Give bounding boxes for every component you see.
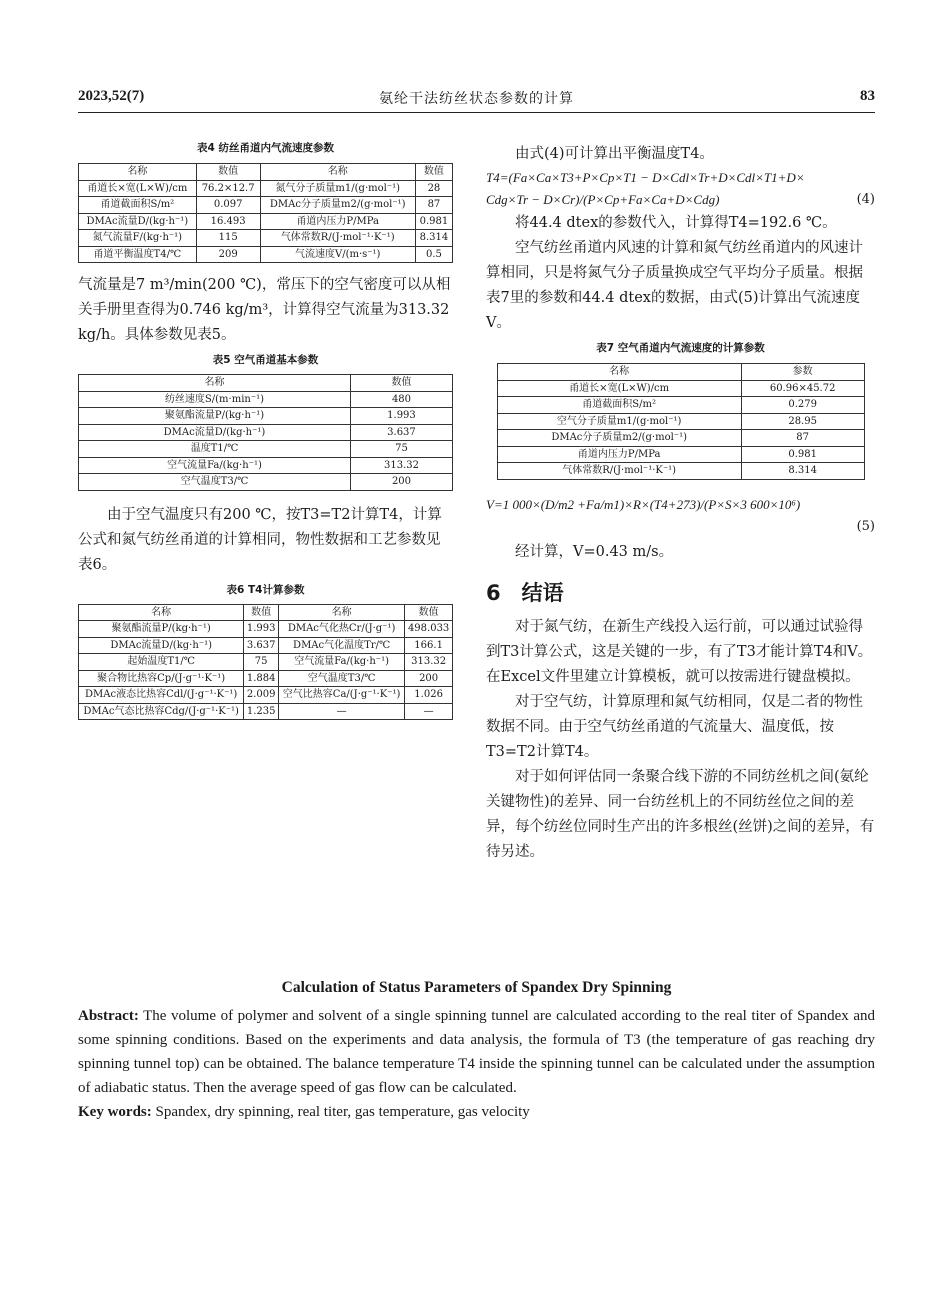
table-row bbox=[79, 621, 453, 638]
table4-cell: 0.981 bbox=[415, 213, 452, 230]
table7-body bbox=[497, 364, 864, 480]
table5-cell: 纺丝速度S/(m·min⁻¹) bbox=[79, 391, 351, 408]
table-row bbox=[79, 424, 453, 441]
paragraph-air-flow: 气流量是7 m³/min(200 ℃)，常压下的空气密度可以从相关手册里查得为0.746 kg/m³，计算得空气流量为313.32 kg/h。具体参数见表5。 bbox=[78, 277, 451, 343]
table5-cell: 3.637 bbox=[350, 424, 452, 441]
paragraph-air-velocity: 空气纺丝甬道内风速的计算和氮气纺丝甬道内的风速计算相同，只是将氮气分子质量换成空气平均分子质量。根据表7里的参数和44.4 dtex的数据，由式(5)计算出气流速度V。 bbox=[486, 240, 863, 331]
formula-4-line2: Cdg×Tr − D×Cr)/(P×Cp+Fa×Ca+D×Cdg) bbox=[486, 192, 720, 207]
table4-caption: 表4 纺丝甬道内气流速度参数 bbox=[197, 142, 334, 154]
abstract-label: Abstract: bbox=[78, 1008, 139, 1024]
table4-cell: 87 bbox=[415, 197, 452, 214]
table-row bbox=[79, 441, 453, 458]
table6-cell: 498.033 bbox=[405, 621, 453, 638]
table6-body bbox=[79, 604, 453, 720]
table6-cell: 2.009 bbox=[244, 687, 279, 704]
table5-cell: 480 bbox=[350, 391, 452, 408]
table7-cell: 甬道内压力P/MPa bbox=[497, 446, 741, 463]
keywords-label: Key words: bbox=[78, 1104, 152, 1120]
table6 bbox=[78, 604, 453, 721]
table-row bbox=[79, 246, 453, 263]
table-row bbox=[79, 703, 453, 720]
page-number: 83 bbox=[860, 88, 875, 104]
table5-cell: 空气温度T3/℃ bbox=[79, 474, 351, 491]
intro-t4: 由式(4)可计算出平衡温度T4。 bbox=[515, 146, 714, 162]
header-rule bbox=[78, 112, 875, 113]
paragraph-t4-result: 将44.4 dtex的参数代入，计算得T4=192.6 ℃。 bbox=[515, 215, 837, 231]
table-row bbox=[79, 670, 453, 687]
table5-cell: 温度T1/℃ bbox=[79, 441, 351, 458]
paragraph-t4-method: 由于空气温度只有200 ℃，按T3=T2计算T4，计算公式和氮气纺丝甬道的计算相同，物性数据和工艺参数见表6。 bbox=[78, 506, 442, 573]
table6-cell: DMAc流量D/(kg·h⁻¹) bbox=[79, 637, 244, 654]
table-row bbox=[79, 457, 453, 474]
table4-body bbox=[79, 164, 453, 263]
table4-cell: 76.2×12.7 bbox=[196, 180, 260, 197]
table7-header-row bbox=[497, 364, 864, 381]
journal-volume: 2023,52(7) bbox=[78, 88, 145, 104]
table6-header-cell: 名称 bbox=[278, 604, 404, 621]
keywords-text: Spandex, dry spinning, real titer, gas temperature, gas velocity bbox=[155, 1104, 530, 1120]
equation-number-5: (5) bbox=[856, 518, 875, 534]
table5-header-cell: 名称 bbox=[79, 375, 351, 392]
table4-header-cell: 数值 bbox=[415, 164, 452, 181]
table4-cell: 28 bbox=[415, 180, 452, 197]
english-abstract bbox=[78, 976, 875, 1124]
keywords-block bbox=[78, 1100, 875, 1124]
equation-number-4: (4) bbox=[856, 192, 875, 207]
table4-cell: DMAc流量D/(kg·h⁻¹) bbox=[79, 213, 197, 230]
table-row bbox=[79, 213, 453, 230]
table5-cell: 200 bbox=[350, 474, 452, 491]
table6-cell: 1.026 bbox=[405, 687, 453, 704]
abstract-block bbox=[78, 1004, 875, 1100]
table7-cell: 甬道截面积S/m² bbox=[497, 397, 741, 414]
table7-cell: 28.95 bbox=[741, 413, 864, 430]
table6-cell: 3.637 bbox=[244, 637, 279, 654]
table5-header-row bbox=[79, 375, 453, 392]
table6-header-cell: 数值 bbox=[405, 604, 453, 621]
table5-cell: DMAc流量D/(kg·h⁻¹) bbox=[79, 424, 351, 441]
table6-cell: 75 bbox=[244, 654, 279, 671]
abstract-text: The volume of polymer and solvent of a single spinning tunnel are calculated according to the real titer of Spandex and some spinning conditions. Based on the experiments and data analysis, the formula of T3 (the temperature of gas reaching dry spinning tunnel top) can be obtained. The balance temperature T4 inside the spinning tunnel can be calculated under the assumption of adiabatic status. Then the average speed of gas flow can be calculated. bbox=[78, 1008, 875, 1096]
table7-cell: 气体常数R/(J·mol⁻¹·K⁻¹) bbox=[497, 463, 741, 480]
table-row bbox=[79, 654, 453, 671]
left-column bbox=[78, 140, 453, 720]
table5-cell: 75 bbox=[350, 441, 452, 458]
formula-4-line1: T4=(Fa×Ca×T3+P×Cp×T1 − D×Cdl×Tr+D×Cdl×T1+D× bbox=[486, 170, 805, 185]
running-header bbox=[78, 88, 875, 110]
table5-cell: 聚氨酯流量P/(kg·h⁻¹) bbox=[79, 408, 351, 425]
table6-cell: DMAc液态比热容Cdl/(J·g⁻¹·K⁻¹) bbox=[79, 687, 244, 704]
table4-cell: 氮气分子质量m1/(g·mol⁻¹) bbox=[260, 180, 415, 197]
table4-cell: 209 bbox=[196, 246, 260, 263]
paragraph-v-result: 经计算，V=0.43 m/s。 bbox=[515, 543, 674, 560]
table6-cell: 166.1 bbox=[405, 637, 453, 654]
table7 bbox=[497, 363, 865, 480]
table5-cell: 1.993 bbox=[350, 408, 452, 425]
table6-header-cell: 名称 bbox=[79, 604, 244, 621]
table7-cell: DMAc分子质量m2/(g·mol⁻¹) bbox=[497, 430, 741, 447]
table4-header-cell: 名称 bbox=[79, 164, 197, 181]
table-row bbox=[497, 430, 864, 447]
table7-header-cell: 参数 bbox=[741, 364, 864, 381]
table6-cell: DMAc气化温度Tr/℃ bbox=[278, 637, 404, 654]
conclusion-paragraph-1: 对于氮气纺，在新生产线投入运行前，可以通过试验得到T3计算公式，这是关键的一步，有了T3才能计算T4和V。在Excel文件里建立计算模板，就可以按需进行键盘模拟。 bbox=[486, 618, 873, 685]
table5-cell: 313.32 bbox=[350, 457, 452, 474]
table4-header-cell: 数值 bbox=[196, 164, 260, 181]
table-row bbox=[79, 230, 453, 247]
table4-cell: 0.097 bbox=[196, 197, 260, 214]
table6-cell: 聚合物比热容Cp/(J·g⁻¹·K⁻¹) bbox=[79, 670, 244, 687]
conclusion-paragraph-2: 对于空气纺，计算原理和氮气纺相同，仅是二者的物性数据不同。由于空气纺丝甬道的气流量大、温度低，按T3=T2计算T4。 bbox=[486, 693, 863, 760]
table7-cell: 空气分子质量m1/(g·mol⁻¹) bbox=[497, 413, 741, 430]
table-row bbox=[497, 446, 864, 463]
table7-cell: 8.314 bbox=[741, 463, 864, 480]
table-row bbox=[79, 408, 453, 425]
table7-cell: 0.279 bbox=[741, 397, 864, 414]
table7-cell: 0.981 bbox=[741, 446, 864, 463]
table-row bbox=[79, 197, 453, 214]
table-row bbox=[79, 391, 453, 408]
table4-cell: 气体常数R/(J·mol⁻¹·K⁻¹) bbox=[260, 230, 415, 247]
table4-cell: 115 bbox=[196, 230, 260, 247]
table-row bbox=[79, 637, 453, 654]
table4 bbox=[78, 163, 453, 263]
table6-cell: 1.235 bbox=[244, 703, 279, 720]
table6-cell: 起始温度T1/℃ bbox=[79, 654, 244, 671]
table6-cell: 200 bbox=[405, 670, 453, 687]
table4-cell: 甬道内压力P/MPa bbox=[260, 213, 415, 230]
table5-caption: 表5 空气甬道基本参数 bbox=[212, 354, 319, 366]
table4-header-cell: 名称 bbox=[260, 164, 415, 181]
english-title: Calculation of Status Parameters of Spandex Dry Spinning bbox=[281, 979, 672, 996]
table6-cell: 空气比热容Ca/(J·g⁻¹·K⁻¹) bbox=[278, 687, 404, 704]
table4-cell: 16.493 bbox=[196, 213, 260, 230]
table6-cell: — bbox=[278, 703, 404, 720]
table6-cell: DMAc气态比热容Cdg/(J·g⁻¹·K⁻¹) bbox=[79, 703, 244, 720]
table6-header-cell: 数值 bbox=[244, 604, 279, 621]
table7-caption: 表7 空气甬道内气流速度的计算参数 bbox=[596, 342, 765, 354]
table7-header-cell: 名称 bbox=[497, 364, 741, 381]
table4-cell: 甬道长×宽(L×W)/cm bbox=[79, 180, 197, 197]
table6-cell: 313.32 bbox=[405, 654, 453, 671]
table-row bbox=[79, 474, 453, 491]
section-heading-conclusion: 6 结语 bbox=[486, 580, 564, 605]
table7-cell: 甬道长×宽(L×W)/cm bbox=[497, 380, 741, 397]
table-row bbox=[497, 380, 864, 397]
table4-cell: 气流速度V/(m·s⁻¹) bbox=[260, 246, 415, 263]
formula-5: V=1 000×(D/m2 +Fa/m1)×R×(T4+273)/(P×S×3 600×10⁶) bbox=[486, 496, 801, 512]
table7-cell: 60.96×45.72 bbox=[741, 380, 864, 397]
table6-cell: — bbox=[405, 703, 453, 720]
table6-cell: 空气温度T3/℃ bbox=[278, 670, 404, 687]
table-row bbox=[79, 180, 453, 197]
table6-cell: 聚氨酯流量P/(kg·h⁻¹) bbox=[79, 621, 244, 638]
table4-cell: DMAc分子质量m2/(g·mol⁻¹) bbox=[260, 197, 415, 214]
table6-cell: 1.884 bbox=[244, 670, 279, 687]
table-row bbox=[497, 413, 864, 430]
table4-cell: 0.5 bbox=[415, 246, 452, 263]
table5-body bbox=[79, 375, 453, 491]
table6-caption: 表6 T4计算参数 bbox=[226, 583, 305, 596]
table4-cell: 氮气流量F/(kg·h⁻¹) bbox=[79, 230, 197, 247]
table5 bbox=[78, 374, 453, 491]
table4-cell: 甬道截面积S/m² bbox=[79, 197, 197, 214]
table5-header-cell: 数值 bbox=[350, 375, 452, 392]
table4-cell: 甬道平衡温度T4/℃ bbox=[79, 246, 197, 263]
right-column bbox=[486, 142, 875, 865]
table4-header-row bbox=[79, 164, 453, 181]
table5-cell: 空气流量Fa/(kg·h⁻¹) bbox=[79, 457, 351, 474]
table6-header-row bbox=[79, 604, 453, 621]
table-row bbox=[497, 463, 864, 480]
table4-cell: 8.314 bbox=[415, 230, 452, 247]
conclusion-paragraph-3: 对于如何评估同一条聚合线下游的不同纺丝机之间(氨纶关键物性)的差异、同一台纺丝机上的不同纺丝位之间的差异，每个纺丝位同时生产出的许多根丝(丝饼)之间的差异，有待另述。 bbox=[486, 768, 875, 860]
table7-cell: 87 bbox=[741, 430, 864, 447]
table6-cell: 空气流量Fa/(kg·h⁻¹) bbox=[278, 654, 404, 671]
table-row bbox=[79, 687, 453, 704]
table-row bbox=[497, 397, 864, 414]
table6-cell: 1.993 bbox=[244, 621, 279, 638]
running-title: 氨纶干法纺丝状态参数的计算 bbox=[379, 91, 574, 107]
table6-cell: DMAc气化热Cr/(J·g⁻¹) bbox=[278, 621, 404, 638]
